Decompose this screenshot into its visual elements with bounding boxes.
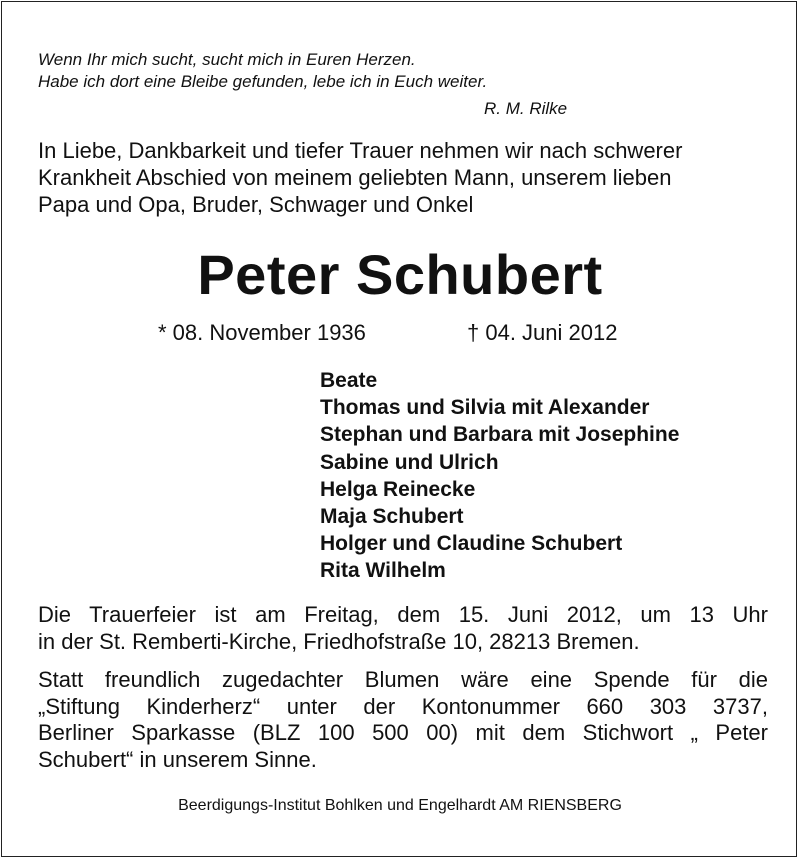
mourner-name: Thomas und Silvia mit Alexander — [320, 396, 650, 420]
intro-paragraph — [38, 137, 768, 218]
donation-line: Schubert“ in unserem Sinne. — [38, 746, 317, 772]
intro-line: Krankheit Abschied von meinem geliebten Mann, unserem lieben — [38, 165, 672, 190]
deceased-name: Peter Schubert — [197, 243, 603, 306]
service-line: in der St. Remberti-Kirche, Friedhofstraße 10, 28213 Bremen. — [38, 629, 640, 654]
mourner-name: Beate — [320, 369, 378, 392]
mourner-name: Stephan und Barbara mit Josephine — [320, 423, 680, 447]
intro-line: In Liebe, Dankbarkeit und tiefer Trauer nehmen wir nach schwerer — [38, 138, 683, 163]
intro-line: Papa und Opa, Bruder, Schwager und Onkel — [38, 192, 474, 217]
mourners-list — [320, 367, 679, 585]
donation-info — [38, 667, 768, 773]
quote-line: Habe ich dort eine Bleibe gefunden, lebe ich in Euch weiter. — [38, 72, 488, 91]
mourner-name: Helga Reinecke — [320, 477, 476, 501]
funeral-home-footer: Beerdigungs-Institut Bohlken und Engelhardt AM RIENSBERG — [178, 797, 622, 814]
mourner-name: Holger und Claudine Schubert — [320, 532, 623, 556]
quote-author: R. M. Rilke — [484, 99, 568, 118]
quote-line: Wenn Ihr mich sucht, sucht mich in Euren Herzen. — [38, 50, 416, 69]
death-date: † 04. Juni 2012 — [467, 320, 618, 345]
mourner-name: Maja Schubert — [320, 505, 464, 529]
memorial-quote — [38, 49, 638, 93]
donation-line: „Stiftung Kinderherz“ unter der Kontonummer 660 303 3737, — [38, 693, 768, 719]
funeral-service-info — [38, 601, 768, 655]
mourner-name: Sabine und Ulrich — [320, 450, 499, 474]
birth-date: * 08. November 1936 — [158, 320, 366, 345]
service-line: Die Trauerfeier ist am Freitag, dem 15. Juni 2012, um 13 Uhr — [38, 602, 768, 627]
donation-line: Berliner Sparkasse (BLZ 100 500 00) mit dem Stichwort „ Peter — [38, 720, 768, 745]
mourner-name: Rita Wilhelm — [320, 559, 446, 583]
donation-line: Statt freundlich zugedachter Blumen wäre eine Spende für die — [38, 667, 768, 692]
